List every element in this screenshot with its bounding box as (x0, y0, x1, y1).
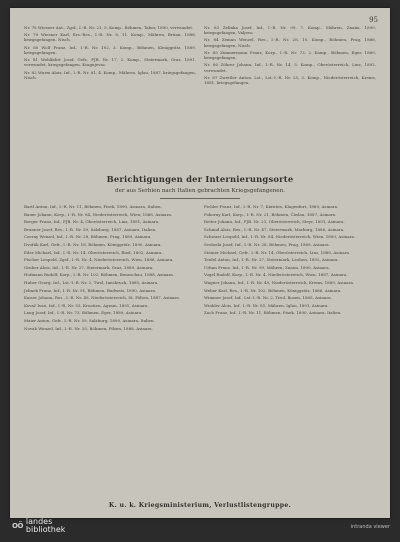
page-number: 95 (369, 16, 378, 24)
list-entry: Schmid Alois, Res., I.-R. Nr. 47, Steiermark, Marburg, 1886, Asinara. (204, 226, 345, 232)
list-entry: Wimmer Josef, Inf., Lst.-I.-R. Nr. 2, Tirol, Bozen, 1885, Asinara. (204, 295, 332, 301)
viewer-label[interactable]: intranda viewer (350, 524, 390, 530)
lower-right-column (204, 204, 376, 498)
logo-mark-icon: OÖ (12, 522, 23, 530)
list-entry: Nr. 78 Wiesner Ant., Zgsf., I.-R. Nr. 21, 5. Komp., Böhmen, Tabor, 1890, verwundet. (24, 25, 194, 30)
list-entry: Nr. 87 Zwettler Anton, Lst., Lst.-I.-R. Nr. 25, 3. Komp., Niederösterreich, Krems, 1881, kriegsgefangen. (204, 74, 376, 86)
logo-line-1: landes (25, 517, 53, 526)
list-entry: Jelinek Franz, Inf., I.-R. Nr. 91, Böhmen, Budweis, 1890, Asinara. (24, 287, 157, 293)
list-entry: Bartl Anton, Inf., I.-R. Nr. 11, Böhmen, Pisek, 1890, Asinara, Italien. (24, 204, 162, 209)
list-entry: Urban Franz, Inf., I.-R. Nr. 99, Mähren, Znaim, 1890, Asinara. (204, 264, 330, 270)
signature-line: K. u. k. Kriegsministerium, Verlustlistengruppe. (108, 502, 292, 509)
list-entry: Nr. 79 Wiesner Karl, Ers.-Res., I.-R. Nr. 8, 11. Komp., Mähren, Brünn, 1888, kriegsgefangen, Nisch. (24, 32, 196, 43)
section-subtitle: der aus Serbien nach Italien gebrachten Kriegsgefangenen. (115, 188, 285, 194)
upper-columns (24, 25, 376, 153)
list-entry: Vogel Rudolf, Korp., I.-R. Nr. 4, Niederösterreich, Wien, 1887, Asinara. (204, 272, 348, 278)
list-entry: Gruber Alois, Inf., I.-R. Nr. 27, Steiermark, Graz, 1889, Asinara. (24, 264, 154, 270)
list-entry: Dvořák Karl, Gefr., I.-R. Nr. 18, Böhmen, Königgrätz, 1890, Asinara. (24, 241, 162, 247)
list-entry: Maier Anton, Gefr., I.-R. Nr. 59, Salzburg, 1890, Asinara, Italien. (24, 317, 155, 323)
library-logo[interactable] (12, 518, 65, 534)
list-entry: Nr. 81 Wohlfahrt Josef, Gefr., FJB. Nr. 17, 2. Komp., Steiermark, Graz, 1891, verwundet, kriegsgefangen, Kragujevac. (24, 57, 196, 68)
list-entry: Nr. 84 Zeman Wenzel, Res., I.-R. Nr. 28, 10. Komp., Böhmen, Prag, 1886, kriegsgefangen, Nisch. (204, 37, 376, 48)
list-entry: Nr. 82 Wurm Alois, Inf., I.-R. Nr. 81, 4. Komp., Mähren, Iglau, 1887, kriegsgefangen, Nisch. (24, 69, 196, 80)
list-entry: Svoboda Josef, Inf., I.-R. Nr. 28, Böhmen, Prag, 1889, Asinara. (204, 241, 330, 247)
section-title: Berichtigungen der Internierungsorte (106, 174, 294, 184)
upper-right-column (204, 25, 376, 153)
lower-columns (24, 204, 376, 498)
list-entry: Kovač Ivan, Inf., I.-R. Nr. 53, Kroatien, Agram, 1891, Asinara. (24, 302, 149, 308)
list-entry: Bauer Johann, Korp., I.-R. Nr. 84, Niederösterreich, Wien, 1888, Asinara. (24, 211, 173, 217)
list-entry: Kaiser Johann, Res., I.-R. Nr. 49, Niederösterreich, St. Pölten, 1887, Asinara. (24, 295, 181, 301)
list-entry: Huber Georg, Inf., Lst.-I.-R. Nr. 2, Tirol, Innsbruck, 1885, Asinara. (24, 279, 159, 285)
list-entry: Winkler Alois, Inf., I.-R. Nr. 81, Mähren, Iglau, 1891, Asinara. (204, 302, 329, 308)
logo-text (26, 518, 65, 534)
list-entry: Berger Franz, Inf., FJB. Nr. 4, Oberösterreich, Linz, 1891, Asinara. (24, 219, 160, 225)
document-page (10, 8, 390, 518)
list-entry: Steiner Michael, Gefr., I.-R. Nr. 14, Oberösterreich, Linz, 1888, Asinara. (204, 249, 351, 255)
list-entry: Novak Wenzel, Inf., I.-R. Nr. 35, Böhmen, Pilsen, 1888, Asinara. (24, 325, 153, 331)
list-entry: Nr. 86 Zöhrer Johann, Inf., I.-R. Nr. 14, 5. Komp., Oberösterreich, Linz, 1892, verwundet. (204, 62, 376, 73)
list-entry: Schwarz Leopold, Inf., I.-R. Nr. 84, Niederösterreich, Wien, 1890, Asinara. (204, 234, 356, 240)
list-entry: Zach Franz, Inf., I.-R. Nr. 11, Böhmen, Pisek, 1890, Asinara, Italien. (204, 310, 342, 316)
list-entry: Teufel Anton, Inf., I.-R. Nr. 27, Steiermark, Leoben, 1892, Asinara. (204, 257, 339, 263)
logo-line-2: bibliothek (25, 525, 66, 534)
list-entry: Wagner Johann, Inf., I.-R. Nr. 49, Niederösterreich, Krems, 1889, Asinara. (204, 279, 355, 285)
list-entry: Reiter Johann, Inf., FJB. Nr. 21, Oberösterreich, Steyr, 1891, Asinara. (204, 219, 345, 225)
section-divider (160, 198, 240, 199)
list-entry: Pichler Franz, Inf., I.-R. Nr. 7, Kärnten, Klagenfurt, 1889, Asinara. (204, 204, 339, 209)
list-entry: Weber Karl, Res., I.-R. Nr. 102, Böhmen, Königgrätz, 1886, Asinara. (204, 287, 342, 293)
list-entry: Fischer Leopold, Zgsf., I.-R. Nr. 4, Niederösterreich, Wien, 1886, Asinara. (24, 257, 174, 263)
upper-left-column (24, 25, 196, 153)
list-entry: Hofmann Rudolf, Korp., I.-R. Nr. 102, Böhmen, Beneschau, 1888, Asinara. (24, 272, 175, 278)
list-entry: Czerny Wenzel, Inf., I.-R. Nr. 28, Böhmen, Prag, 1889, Asinara. (24, 234, 152, 240)
lower-left-column (24, 204, 196, 498)
list-entry: Lang Josef, Inf., I.-R. Nr. 73, Böhmen, Eger, 1889, Asinara. (24, 310, 143, 316)
list-entry: Nr. 83 Zelinka Josef, Inf., I.-R. Nr. 99, 7. Komp., Mähren, Znaim, 1890, kriegsgefangen, Valjevo. (204, 25, 376, 36)
list-entry: Nr. 85 Zimmermann Franz, Korp., I.-R. Nr. 73, 2. Komp., Böhmen, Eger, 1889, kriegsgefangen. (204, 49, 376, 61)
list-entry: Pokorny Karl, Korp., I.-R. Nr. 21, Böhmen, Čáslau, 1887, Asinara. (204, 211, 337, 217)
list-entry: Nr. 80 Wolf Franz, Inf., I.-R. Nr. 102, 3. Komp., Böhmen, Königgrätz, 1889, kriegsgefangen. (24, 44, 196, 55)
list-entry: Eder Michael, Inf., I.-R. Nr. 14, Oberösterreich, Ried, 1892, Asinara. (24, 249, 163, 255)
list-entry: Brunner Josef, Res., I.-R. Nr. 59, Salzburg, 1887, Asinara, Italien. (24, 226, 157, 232)
